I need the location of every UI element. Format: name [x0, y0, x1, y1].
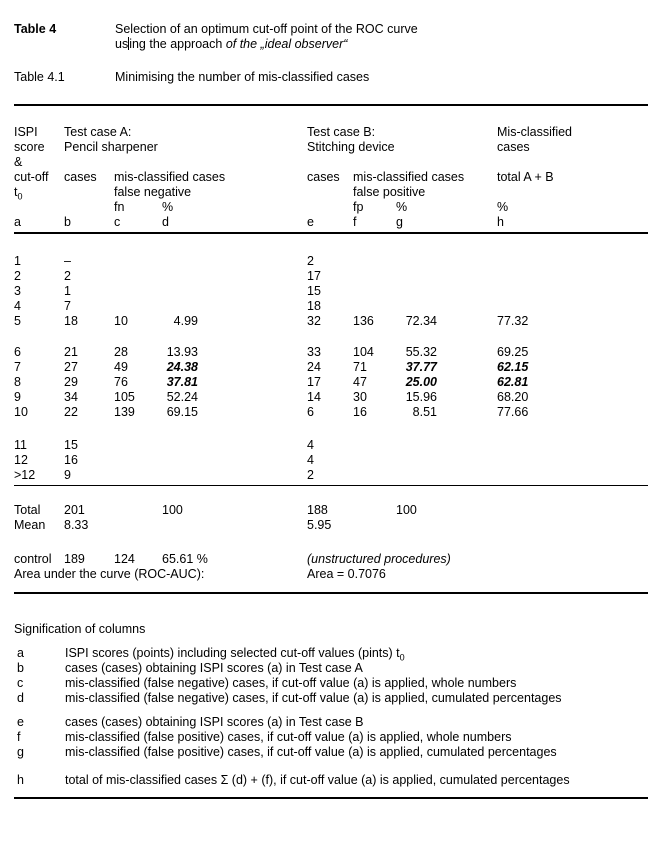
cell-e: cases — [307, 170, 340, 184]
cell-h: cases — [497, 140, 530, 154]
cell-g: 55.32 — [405, 345, 437, 359]
cell-e: 2 — [307, 254, 314, 268]
cell-d: 52.24 — [166, 390, 198, 404]
table-row — [14, 284, 648, 299]
cell-a: >12 — [14, 468, 36, 482]
caption-line-2-mid: ing the approach — [129, 37, 226, 51]
cell-b: 1 — [64, 284, 71, 298]
cell-e: (unstructured procedures) — [307, 552, 451, 566]
cell-e: 33 — [307, 345, 321, 359]
table-row — [14, 405, 648, 420]
table-row — [14, 314, 648, 329]
summary-rows — [14, 503, 648, 533]
signification-text: ISPI scores (points) including selected cut-off values (pints) $t_0$ — [65, 646, 405, 663]
cell-b: 189 — [64, 552, 85, 566]
row-group-3 — [14, 438, 648, 483]
cell-d: 37.81 — [166, 375, 198, 389]
header-row — [14, 170, 648, 185]
cell-c: false negative — [114, 185, 192, 199]
cell-b: 27 — [64, 360, 78, 374]
cell-b: 16 — [64, 453, 78, 467]
signification-group-1 — [14, 646, 648, 706]
cell-b: 34 — [64, 390, 78, 404]
cell-h: 77.32 — [497, 314, 529, 328]
horizontal-rule-header — [14, 232, 648, 234]
cell-g: 37.77 — [405, 360, 437, 374]
cell-a: ISPI — [14, 125, 38, 139]
cell-f: 30 — [353, 390, 367, 404]
cell-f: false positive — [353, 185, 426, 199]
cell-e: Area = 0.7076 — [307, 567, 386, 581]
cell-g: 72.34 — [405, 314, 437, 328]
table-row — [14, 299, 648, 314]
cell-b: Pencil sharpener — [64, 140, 158, 154]
cell-h: 69.25 — [497, 345, 529, 359]
cell-a: 12 — [14, 453, 28, 467]
cell-a: 9 — [14, 390, 21, 404]
cell-b: 201 — [64, 503, 85, 517]
cell-e: 188 — [307, 503, 328, 517]
control-row — [14, 552, 648, 567]
cell-h: 77.66 — [497, 405, 529, 419]
cell-b: Test case A: — [64, 125, 132, 139]
table-row — [14, 468, 648, 483]
table-row — [14, 345, 648, 360]
cell-e: 17 — [307, 375, 321, 389]
signification-key: e — [17, 715, 24, 729]
signification-key: d — [17, 691, 24, 705]
cell-g: 8.51 — [412, 405, 437, 419]
cell-b: 9 — [64, 468, 71, 482]
signification-text: cases (cases) obtaining ISPI scores (a) in Test case A — [65, 661, 363, 675]
cell-c: fn — [114, 200, 125, 214]
signification-text: mis-classified (false positive) cases, if cut-off value (a) is applied, whole numbers — [65, 730, 512, 744]
horizontal-rule-body-end — [14, 485, 648, 486]
cell-a: control — [14, 552, 52, 566]
cell-a: score — [14, 140, 45, 154]
cell-g: 100 — [396, 503, 417, 517]
table-body — [14, 254, 648, 483]
table-row — [14, 269, 648, 284]
header-row — [14, 200, 648, 215]
cell-d: 24.38 — [166, 360, 198, 374]
cell-b: 21 — [64, 345, 78, 359]
signification-text: mis-classified (false negative) cases, if cut-off value (a) is applied, cumulated percentages — [65, 691, 562, 705]
cell-b: 2 — [64, 269, 71, 283]
signification-item-g — [14, 745, 648, 760]
table-caption — [115, 22, 418, 52]
table-row — [14, 375, 648, 390]
cell-g: 25.00 — [405, 375, 437, 389]
cell-a: 5 — [14, 314, 21, 328]
cell-d: 13.93 — [166, 345, 198, 359]
cell-e: 17 — [307, 269, 321, 283]
cell-c: 49 — [114, 360, 128, 374]
cell-a: & — [14, 155, 23, 169]
cell-b: 7 — [64, 299, 71, 313]
cell-a: a — [14, 215, 21, 229]
cell-b: 18 — [64, 314, 78, 328]
signification-text: mis-classified (false negative) cases, if cut-off value (a) is applied, whole numbers — [65, 676, 517, 690]
subtable-title-row — [14, 70, 648, 85]
signification-key: c — [17, 676, 24, 690]
cell-f: 71 — [353, 360, 367, 374]
cell-h: 62.81 — [497, 375, 529, 389]
cell-h: 62.15 — [497, 360, 529, 374]
cell-f: mis-classified cases — [353, 170, 465, 184]
cell-h: total A + B — [497, 170, 554, 184]
subtable-caption: Minimising the number of mis-classified cases — [115, 70, 370, 84]
horizontal-rule-bottom — [14, 797, 648, 799]
cell-a: 6 — [14, 345, 21, 359]
cell-c: 10 — [114, 314, 128, 328]
cell-c: c — [114, 215, 121, 229]
control-row — [14, 567, 648, 582]
subtable-title-label: Table 4.1 — [14, 70, 65, 84]
cell-d: 4.99 — [173, 314, 198, 328]
table-header — [14, 125, 648, 230]
cell-a: 2 — [14, 269, 21, 283]
cell-a: 10 — [14, 405, 28, 419]
signification-item-h — [14, 773, 648, 788]
cell-g: 15.96 — [405, 390, 437, 404]
cell-g: g — [396, 215, 403, 229]
header-row — [14, 140, 648, 155]
header-row — [14, 185, 648, 200]
cell-a: Mean — [14, 518, 46, 532]
signification-item-a — [14, 646, 648, 661]
cell-h: Mis-classified — [497, 125, 573, 139]
signification-key: g — [17, 745, 24, 759]
cell-c: 76 — [114, 375, 128, 389]
cell-a: 7 — [14, 360, 21, 374]
cell-e: 5.95 — [307, 518, 332, 532]
signification-group-2 — [14, 715, 648, 760]
table-title-row — [14, 22, 648, 52]
header-row — [14, 125, 648, 140]
column-letter-row — [14, 215, 648, 230]
cell-d: 65.61 % — [162, 552, 208, 566]
cell-c: 139 — [114, 405, 135, 419]
cell-g: % — [396, 200, 408, 214]
cell-a: cut-off — [14, 170, 49, 184]
cell-h: 68.20 — [497, 390, 529, 404]
caption-line-1: Selection of an optimum cut-off point of the ROC curve — [115, 22, 418, 36]
signification-item-c — [14, 676, 648, 691]
table-row — [14, 360, 648, 375]
signification-key: h — [17, 773, 24, 787]
cell-a: 8 — [14, 375, 21, 389]
control-rows — [14, 552, 648, 582]
signification-item-d — [14, 691, 648, 706]
cell-a: Total — [14, 503, 41, 517]
cell-e: 6 — [307, 405, 314, 419]
cell-f: 136 — [353, 314, 374, 328]
table-row — [14, 390, 648, 405]
row-group-1 — [14, 254, 648, 329]
signification-item-e — [14, 715, 648, 730]
cell-b: 22 — [64, 405, 78, 419]
row-group-2 — [14, 345, 648, 420]
cell-e: e — [307, 215, 314, 229]
header-row — [14, 155, 648, 170]
summary-row — [14, 518, 648, 533]
cell-h: h — [497, 215, 504, 229]
cell-b: b — [64, 215, 71, 229]
signification-text: mis-classified (false positive) cases, if cut-off value (a) is applied, cumulated percentages — [65, 745, 557, 759]
summary-row — [14, 503, 648, 518]
table-row — [14, 438, 648, 453]
cell-f: 104 — [353, 345, 374, 359]
cell-e: 15 — [307, 284, 321, 298]
signification-key: b — [17, 661, 24, 675]
cell-e: 4 — [307, 438, 314, 452]
caption-line-2-italic: of the „ideal observer“ — [225, 37, 348, 51]
cell-d: 69.15 — [166, 405, 198, 419]
cell-a: 1 — [14, 254, 21, 268]
cell-e: 24 — [307, 360, 321, 374]
signification-item-b — [14, 661, 648, 676]
cell-f: 47 — [353, 375, 367, 389]
cell-a: 4 — [14, 299, 21, 313]
cell-b: 15 — [64, 438, 78, 452]
cell-b: – — [64, 254, 71, 268]
signification-key: a — [17, 646, 24, 660]
horizontal-rule-summary-end — [14, 592, 648, 594]
cell-f: fp — [353, 200, 364, 214]
cell-d: d — [162, 215, 169, 229]
cell-a: Area under the curve (ROC-AUC): — [14, 567, 205, 581]
cell-c: mis-classified cases — [114, 170, 226, 184]
cell-h: % — [497, 200, 509, 214]
cell-e: 32 — [307, 314, 321, 328]
cell-e: Test case B: — [307, 125, 376, 139]
cell-a: $t_0$ — [14, 185, 23, 202]
signification-text: cases (cases) obtaining ISPI scores (a) in Test case B — [65, 715, 364, 729]
signification-text: total of mis-classified cases Σ (d) + (f), if cut-off value (a) is applied, cumulated percentages — [65, 773, 570, 787]
signification-key: f — [17, 730, 21, 744]
cell-a: 3 — [14, 284, 21, 298]
signification-title: Signification of columns — [14, 622, 146, 636]
cell-a: 11 — [14, 438, 27, 452]
cell-e: Stitching device — [307, 140, 395, 154]
signification-group-3 — [14, 773, 648, 788]
cell-c: 124 — [114, 552, 135, 566]
cell-b: 8.33 — [64, 518, 89, 532]
cell-b: 29 — [64, 375, 78, 389]
signification-list — [14, 646, 648, 788]
signification-item-f — [14, 730, 648, 745]
cell-f: 16 — [353, 405, 367, 419]
cell-e: 2 — [307, 468, 314, 482]
cell-e: 4 — [307, 453, 314, 467]
cell-f: f — [353, 215, 357, 229]
caption-line-2-pre: us — [115, 37, 129, 51]
table-row — [14, 453, 648, 468]
cell-e: 14 — [307, 390, 321, 404]
cell-d: % — [162, 200, 174, 214]
table-title-label: Table 4 — [14, 22, 57, 36]
cell-b: cases — [64, 170, 97, 184]
caption-line-2 — [115, 37, 418, 52]
cell-d: 100 — [162, 503, 183, 517]
table-row — [14, 254, 648, 269]
cell-c: 105 — [114, 390, 135, 404]
cell-c: 28 — [114, 345, 128, 359]
cell-e: 18 — [307, 299, 321, 313]
horizontal-rule-top — [14, 104, 648, 106]
